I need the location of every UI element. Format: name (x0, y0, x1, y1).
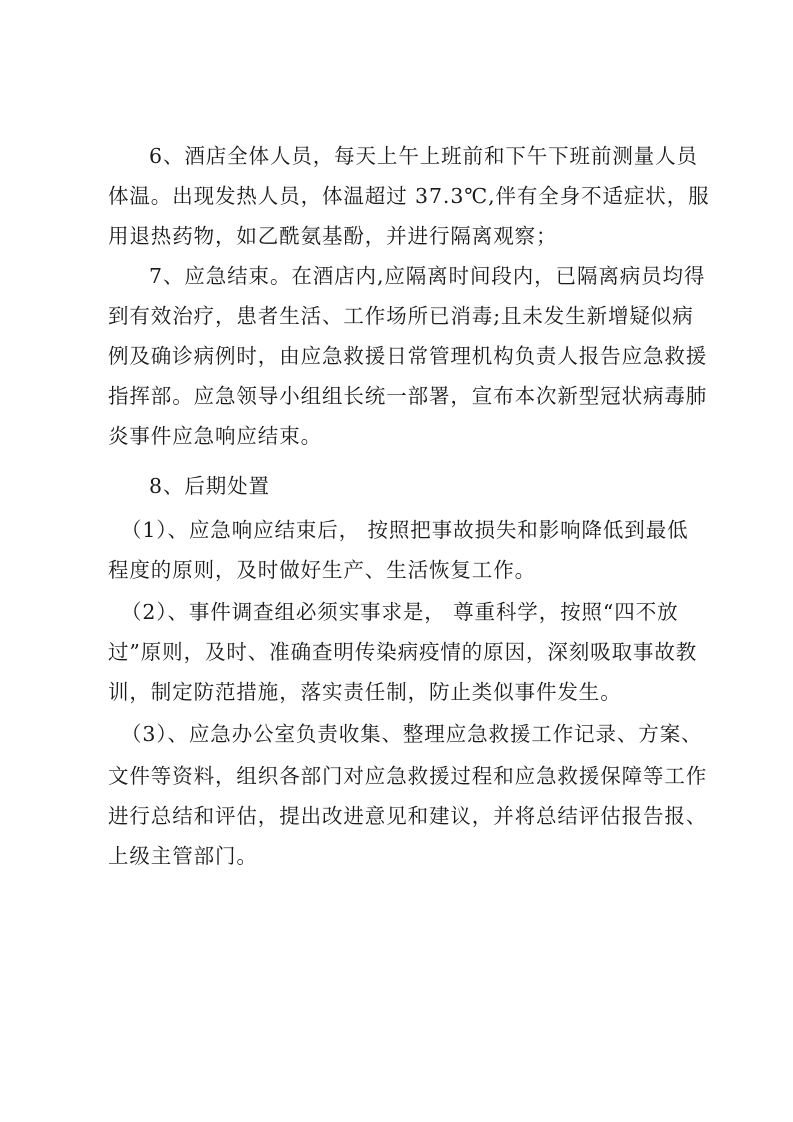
item-3-line-4: 上级主管部门。 (108, 844, 258, 868)
item-3-line-3: 进行总结和评估，提出改进意见和建议，并将总结评估报告报、 (108, 804, 708, 828)
paragraph-7-line-2: 到有效治疗，患者生活、工作场所已消毒;且未发生新增疑似病 (108, 304, 694, 328)
paragraph-7-line-5: 炎事件应急响应结束。 (108, 424, 322, 448)
paragraph-7-line-3: 例及确诊病例时，由应急救援日常管理机构负责人报告应急救援 (108, 344, 708, 368)
paragraph-6-line-2: 体温。出现发热人员，体温超过 37.3℃,伴有全身不适症状，服 (108, 184, 710, 208)
paragraph-6-line-1: 6、酒店全体人员，每天上午上班前和下午下班前测量人员 (149, 144, 698, 168)
item-1-line-1: （1）、应急响应结束后， 按照把事故损失和影响降低到最低 (121, 518, 689, 542)
item-1-line-2: 程度的原则，及时做好生产、生活恢复工作。 (108, 558, 536, 582)
item-2-line-2: 过”原则，及时、准确查明传染病疫情的原因，深刻吸取事故教 (108, 640, 698, 664)
paragraph-7-line-4: 指挥部。应急领导小组组长统一部署，宣布本次新型冠状病毒肺 (108, 384, 708, 408)
item-3-line-2: 文件等资料，组织各部门对应急救援过程和应急救援保障等工作 (108, 764, 708, 788)
paragraph-6-line-3: 用退热药物，如乙酰氨基酚，并进行隔离观察； (108, 224, 558, 248)
paragraph-7-line-1: 7、应急结束。在酒店内,应隔离时间段内，已隔离病员均得 (149, 264, 706, 288)
item-3-line-1: （3）、应急办公室负责收集、整理应急救援工作记录、方案、 (121, 722, 703, 746)
item-2-line-1: （2）、事件调查组必须实事求是， 尊重科学，按照“四不放 (121, 600, 679, 624)
item-2-line-3: 训，制定防范措施，落实责任制，防止类似事件发生。 (108, 680, 622, 704)
section-8-heading: 8、后期处置 (149, 474, 270, 498)
